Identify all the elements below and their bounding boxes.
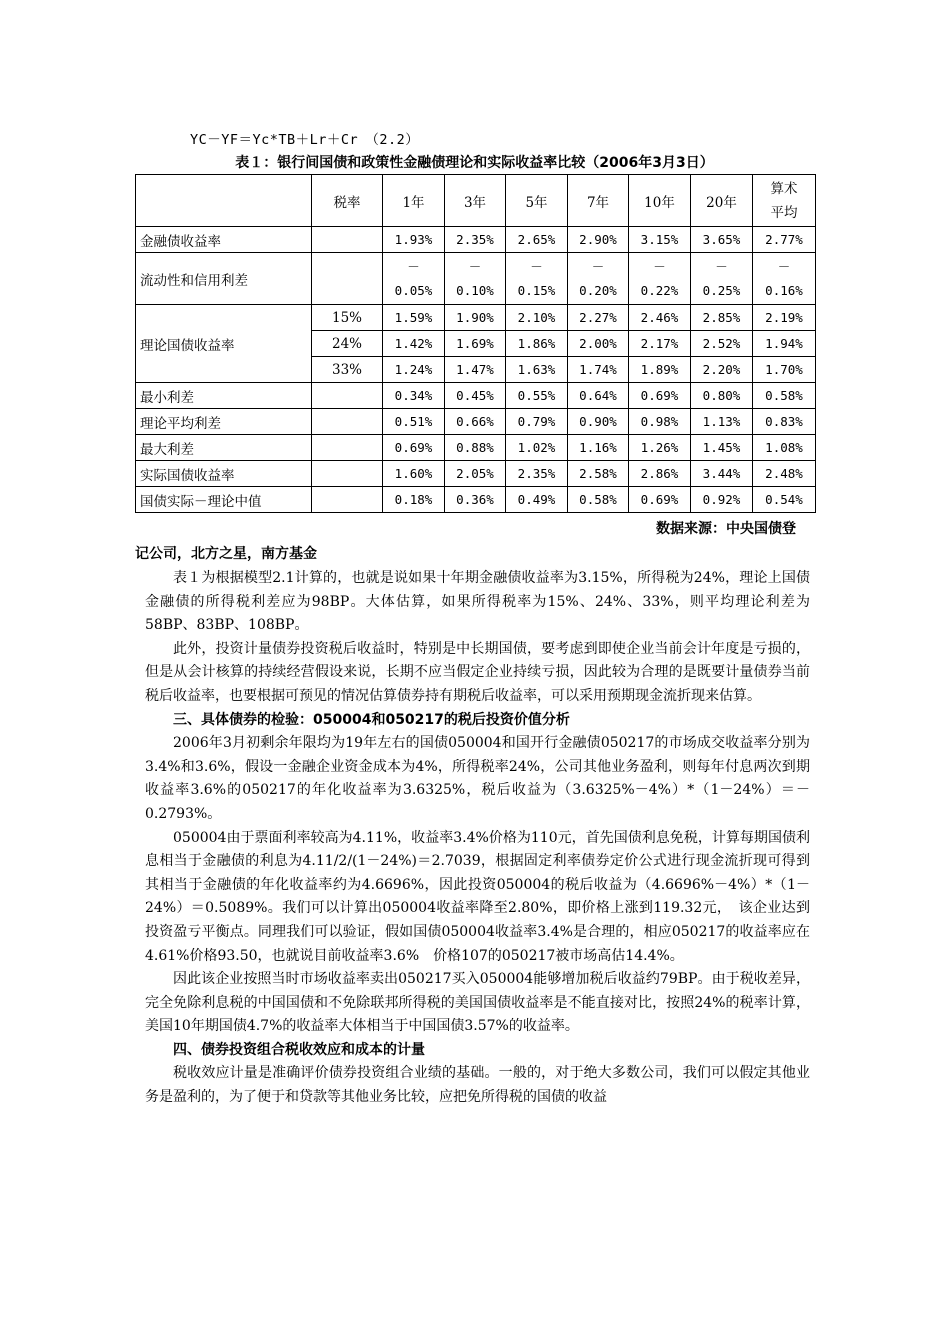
value-cell: 0.58% (753, 383, 816, 409)
value-cell: 1.47% (445, 357, 506, 383)
value-cell: 1.13% (691, 409, 753, 435)
value-cell: 2.48% (753, 461, 816, 487)
value-text: 0.05% (394, 282, 433, 298)
value-cell: 3.65% (691, 227, 753, 253)
value-cell (506, 253, 568, 305)
value-cell (629, 253, 691, 305)
value-text: 0.16% (765, 282, 803, 298)
value-cell: 2.65% (506, 227, 568, 253)
tax-cell (312, 383, 383, 409)
header-tax-rate: 税率 (312, 175, 383, 227)
header-average-line2: 平均 (770, 204, 798, 221)
value-cell: 2.58% (568, 461, 629, 487)
section-heading: 四、债券投资组合税收效应和成本的计量 (173, 1041, 425, 1058)
value-cell: 0.34% (383, 383, 445, 409)
value-cell: 0.80% (691, 383, 753, 409)
section-heading: 三、具体债券的检验：050004和050217的税后投资价值分析 (173, 711, 570, 728)
value-cell: 0.36% (445, 487, 506, 513)
tax-cell (312, 409, 383, 435)
value-cell: 2.52% (691, 331, 753, 357)
tax-cell: 24% (312, 331, 383, 357)
table-caption: 表１：银行间国债和政策性金融债理论和实际收益率比较（2006年3月3日） (235, 155, 714, 171)
value-cell: 2.19% (753, 305, 816, 331)
header-20y: 20年 (691, 175, 753, 227)
table-row (136, 227, 816, 253)
header-7y: 7年 (568, 175, 629, 227)
tax-cell (312, 227, 383, 253)
value-cell (568, 253, 629, 305)
minus-sign: － (777, 258, 791, 274)
body-text (145, 567, 810, 1110)
paragraph: 因此该企业按照当时市场收益率卖出050217买入050004能够增加税后收益约79BP。由于税收差异，完全免除利息税的中国国债和不免除联邦所得税的美国国债收益率是不能直接对比，按照24%的税率计算，美国10年期国债4.7%的收益率大体相当于中国国债3.57%的收益率。 (145, 971, 810, 1035)
yield-comparison-table (135, 174, 816, 513)
value-cell: 1.16% (568, 435, 629, 461)
value-cell: 2.00% (568, 331, 629, 357)
value-cell: 0.55% (506, 383, 568, 409)
minus-sign: － (407, 258, 420, 274)
header-3y: 3年 (445, 175, 506, 227)
header-average-line1: 算术 (770, 180, 798, 197)
value-text: 0.25% (702, 282, 741, 298)
value-cell (445, 253, 506, 305)
value-cell: 0.90% (568, 409, 629, 435)
value-text: 0.15% (517, 282, 556, 298)
minus-sign: － (653, 258, 666, 274)
row-label: 理论国债收益率 (136, 305, 312, 383)
value-cell: 1.26% (629, 435, 691, 461)
value-cell: 2.86% (629, 461, 691, 487)
value-cell: 1.63% (506, 357, 568, 383)
tax-cell: 33% (312, 357, 383, 383)
table-row (136, 435, 816, 461)
value-cell: 0.64% (568, 383, 629, 409)
table-row (136, 253, 816, 305)
row-label: 最小利差 (136, 383, 312, 409)
value-cell: 1.74% (568, 357, 629, 383)
value-cell: 2.27% (568, 305, 629, 331)
value-cell (691, 253, 753, 305)
value-cell: 1.93% (383, 227, 445, 253)
value-cell: 0.18% (383, 487, 445, 513)
row-label: 实际国债收益率 (136, 461, 312, 487)
value-cell: 1.08% (753, 435, 816, 461)
tax-cell (312, 487, 383, 513)
value-cell: 2.05% (445, 461, 506, 487)
formula: YC－YF＝Yc*TB＋Lr＋Cr （2.2） (190, 132, 420, 148)
header-average (753, 175, 816, 227)
value-cell: 3.15% (629, 227, 691, 253)
table-row (136, 487, 816, 513)
paragraph: 表１为根据模型2.1计算的，也就是说如果十年期金融债收益率为3.15%，所得税为24%，理论上国债金融债的所得税利差应为98BP。大体估算，如果所得税率为15%、24%、33%，则平均理论利差为58BP、83BP、108BP。 (145, 570, 810, 634)
value-cell: 0.66% (445, 409, 506, 435)
table-row (136, 383, 816, 409)
minus-sign: － (591, 258, 605, 274)
tax-cell (312, 461, 383, 487)
row-label: 金融债收益率 (136, 227, 312, 253)
value-cell: 3.44% (691, 461, 753, 487)
minus-sign: － (530, 258, 543, 274)
minus-sign: － (468, 258, 482, 274)
table-row (136, 305, 816, 331)
value-cell: 2.77% (753, 227, 816, 253)
value-text: 0.10% (456, 282, 494, 298)
row-label: 流动性和信用利差 (136, 253, 312, 305)
value-cell: 2.85% (691, 305, 753, 331)
value-cell: 0.79% (506, 409, 568, 435)
value-cell (753, 253, 816, 305)
value-cell: 0.83% (753, 409, 816, 435)
value-cell: 2.35% (445, 227, 506, 253)
value-cell: 1.60% (383, 461, 445, 487)
row-label: 国债实际－理论中值 (136, 487, 312, 513)
value-cell: 1.89% (629, 357, 691, 383)
value-cell: 0.45% (445, 383, 506, 409)
value-cell: 1.86% (506, 331, 568, 357)
value-cell: 2.20% (691, 357, 753, 383)
row-label: 最大利差 (136, 435, 312, 461)
header-5y: 5年 (506, 175, 568, 227)
tax-cell (312, 435, 383, 461)
value-cell: 1.02% (506, 435, 568, 461)
value-cell: 2.35% (506, 461, 568, 487)
value-cell: 1.42% (383, 331, 445, 357)
value-cell: 1.24% (383, 357, 445, 383)
value-cell: 1.69% (445, 331, 506, 357)
paragraph: 此外，投资计量债券投资税后收益时，特别是中长期国债，要考虑到即使企业当前会计年度是亏损的，但是从会计核算的持续经营假设来说，长期不应当假定企业持续亏损，因此较为合理的是既要计量债券当前税后收益率，也要根据可预见的情况估算债券持有期税后收益率，可以采用预期现金流折现来估算。 (145, 640, 810, 704)
data-source-line1: 数据来源：中央国债登 (656, 521, 796, 537)
tax-cell (312, 253, 383, 305)
value-cell: 0.51% (383, 409, 445, 435)
value-cell: 0.69% (629, 487, 691, 513)
value-cell: 0.69% (383, 435, 445, 461)
value-cell: 2.46% (629, 305, 691, 331)
value-cell: 0.49% (506, 487, 568, 513)
value-text: 0.22% (640, 282, 679, 298)
header-10y: 10年 (629, 175, 691, 227)
table-row (136, 461, 816, 487)
tax-cell: 15% (312, 305, 383, 331)
paragraph: 050004由于票面利率较高为4.11%，收益率3.4%价格为110元，首先国债利息免税，计算每期国债利息相当于金融债的利息为4.11/2/(1－24%)＝2.7039，根据固定利率债券定价公式进行现金流折现可得到其相当于金融债的年化收益率约为4.6696%，因此投资050004的税后收益为（4.6696%－4%）*（1－24%）＝0.5089%。我们可以计算出050004收益率降至2.80%，即价格上涨到119.32元， 该企业达到投资盈亏平衡点。同理我们可以验证，假如国债050004收益率3.4%是合理的，相应050217的收益率应在4.61%价格93.50，也就说目前收益率3.6% 价格107的050217被市场高估14.4%。 (145, 829, 810, 964)
value-cell: 0.92% (691, 487, 753, 513)
value-text: 0.20% (579, 282, 617, 298)
value-cell: 0.88% (445, 435, 506, 461)
value-cell: 1.94% (753, 331, 816, 357)
header-1y: 1年 (383, 175, 445, 227)
value-cell (383, 253, 445, 305)
row-label: 理论平均利差 (136, 409, 312, 435)
value-cell: 0.54% (753, 487, 816, 513)
header-empty-cell (136, 175, 312, 227)
value-cell: 1.59% (383, 305, 445, 331)
paragraph: 税收效应计量是准确评价债券投资组合业绩的基础。一般的，对于绝大多数公司，我们可以假定其他业务是盈利的，为了便于和贷款等其他业务比较，应把免所得税的国债的收益 (145, 1065, 810, 1106)
value-cell: 2.17% (629, 331, 691, 357)
data-source-line2: 记公司，北方之星，南方基金 (135, 546, 317, 562)
value-cell: 1.45% (691, 435, 753, 461)
value-cell: 0.98% (629, 409, 691, 435)
value-cell: 2.90% (568, 227, 629, 253)
header-row (136, 175, 816, 227)
minus-sign: － (715, 258, 728, 274)
value-cell: 1.90% (445, 305, 506, 331)
value-cell: 0.69% (629, 383, 691, 409)
value-cell: 0.58% (568, 487, 629, 513)
value-cell: 1.70% (753, 357, 816, 383)
value-cell: 2.10% (506, 305, 568, 331)
table-row (136, 409, 816, 435)
paragraph: 2006年3月初剩余年限均为19年左右的国债050004和国开行金融债050217的市场成交收益率分别为3.4%和3.6%，假设一金融企业资金成本为4%，所得税率24%，公司其他业务盈利，则每年付息两次到期收益率3.6%的050217的年化收益率为3.6325%，税后收益为（3.6325%－4%）*（1－24%）＝－0.2793%。 (145, 735, 810, 822)
